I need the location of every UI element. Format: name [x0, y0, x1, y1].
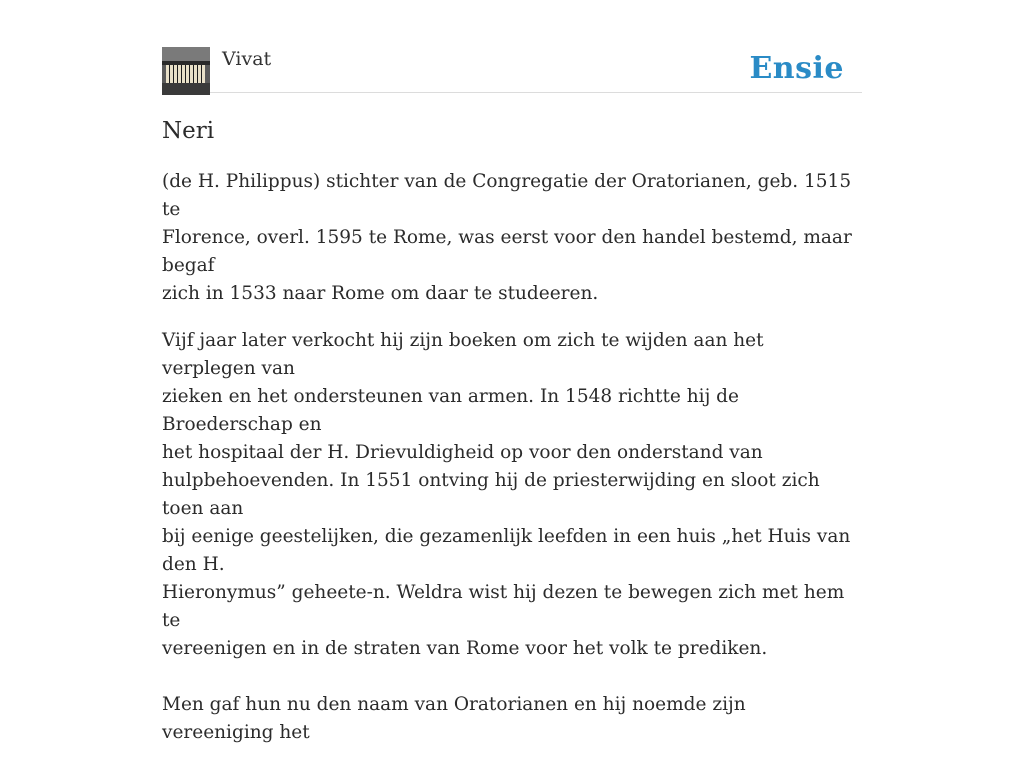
bookshelf-avatar-icon: [162, 47, 210, 95]
author-avatar[interactable]: [162, 47, 210, 95]
article-title: Neri: [162, 118, 215, 144]
article-paragraph: Vijf jaar later verkocht hij zijn boeken om zich te wijden aan het verplegen van zieken en het ondersteunen van armen. In 1548 richtte hij de Broederschap en het hospitaal der H. Drievuldigheid op voor den onderstand van hulpbehoevenden. In 1551 ontving hij de priesterwijding en sloot zich toen aan bij eenige geestelijken, die gezamenlijk leefden in een huis „het Huis van den H. Hieronymus” geheete-n. Weldra wist hij dezen te bewegen zich met hem te vereenigen en in de straten van Rome voor het volk te prediken. Men gaf hun nu den naam van Oratorianen en hij noemde zijn vereeniging het: [162, 330, 851, 743]
page-header: [162, 46, 862, 93]
article-body: [162, 168, 862, 766]
author-name[interactable]: Vivat: [222, 48, 272, 70]
article-paragraph: (de H. Philippus) stichter van de Congregatie der Oratorianen, geb. 1515 te Florence, overl. 1595 te Rome, was eerst voor den handel bestemd, maar begaf zich in 1533 naar Rome om daar te studeeren.: [162, 171, 852, 304]
brand-logo[interactable]: Ensie: [749, 51, 844, 86]
